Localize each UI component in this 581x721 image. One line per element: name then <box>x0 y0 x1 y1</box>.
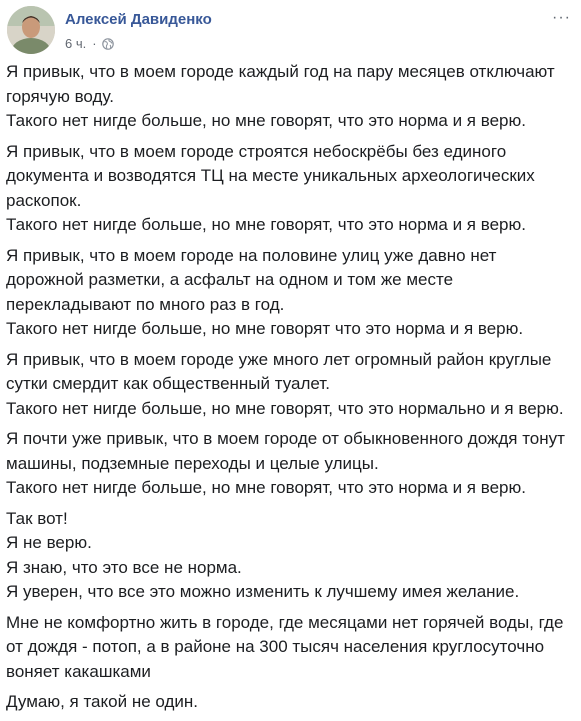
separator-dot: · <box>92 36 97 51</box>
paragraph-line: Я знаю, что это все не норма. <box>6 557 242 577</box>
post-meta <box>65 6 212 54</box>
post-paragraph <box>6 690 574 715</box>
post-paragraph <box>6 507 574 605</box>
globe-icon[interactable] <box>102 38 114 50</box>
author-name[interactable]: Алексей Давиденко <box>65 11 212 28</box>
post-paragraph <box>6 244 574 342</box>
post-subline <box>65 36 212 52</box>
paragraph-line: Такого нет нигде больше, но мне говорят, что это норма и я верю. <box>6 215 526 234</box>
author-avatar[interactable] <box>7 6 55 54</box>
paragraph-line: Я привык, что в моем городе уже много лет огромный район круглые сутки смердит как общественный туалет. <box>6 349 552 393</box>
post-paragraph <box>6 60 574 134</box>
paragraph-line: Я привык, что в моем городе каждый год на пару месяцев отключают горячую воду. <box>6 62 555 106</box>
paragraph-line: Такого нет нигде больше, но мне говорят, что это нормально и я верю. <box>6 398 564 418</box>
post-paragraph <box>6 140 574 238</box>
paragraph-line: Так вот! <box>6 508 68 528</box>
paragraph-line: Я почти уже привык, что в моем городе от обыкновенного дождя тонут машины, подземные переходы и целые улицы. <box>6 429 565 473</box>
post-timestamp[interactable]: 6 ч. <box>65 36 87 51</box>
paragraph-line: Я привык, что в моем городе на половине улиц уже давно нет дорожной разметки, а асфальт на одном и том же месте перекладывают по много раз в год. <box>6 245 497 314</box>
avatar-image <box>7 6 55 54</box>
post-paragraph <box>6 427 574 501</box>
paragraph-line: Я уверен, что все это можно изменить к лучшему имея желание. <box>6 582 520 601</box>
post-paragraph <box>6 611 574 685</box>
paragraph-line: Такого нет нигде больше, но мне говорят, что это норма и я верю. <box>6 478 526 497</box>
post-paragraph <box>6 348 574 422</box>
paragraph-line: Такого нет нигде больше, но мне говорят что это норма и я верю. <box>6 319 524 338</box>
more-icon[interactable]: ··· <box>552 9 571 26</box>
paragraph-line: Я привык, что в моем городе строятся небоскрёбы без единого документа и возводятся ТЦ на месте уникальных археологических раскопок. <box>6 141 535 210</box>
paragraph-line: Мне не комфортно жить в городе, где месяцами нет горячей воды, где от дождя - потоп, а в районе на 300 тысяч населения круглосуточно воняет какашками <box>6 612 564 681</box>
paragraph-line: Думаю, я такой не один. <box>6 692 198 711</box>
post-header <box>7 6 212 54</box>
paragraph-line: Я не верю. <box>6 533 92 552</box>
post-text <box>6 60 574 721</box>
paragraph-line: Такого нет нигде больше, но мне говорят, что это норма и я верю. <box>6 111 526 130</box>
